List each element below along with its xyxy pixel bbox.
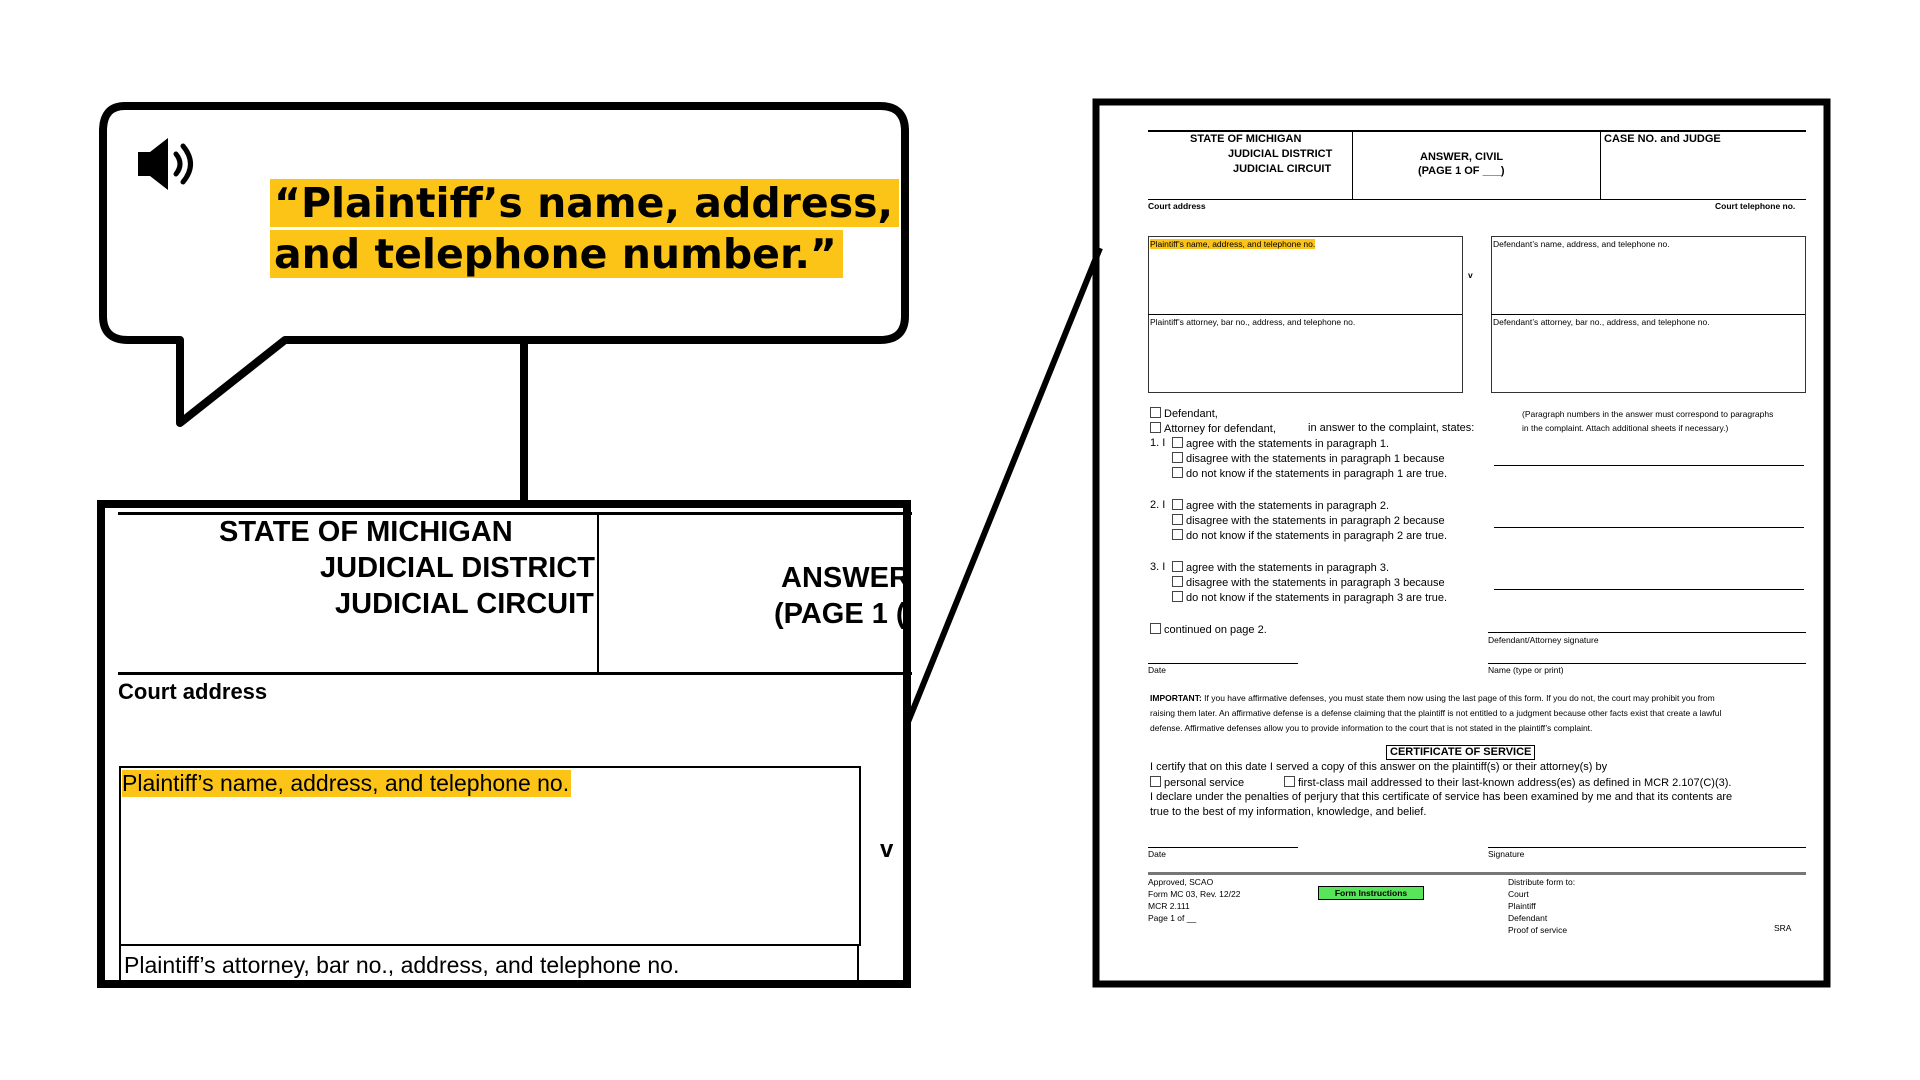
defendant-attorney-label: Defendant’s attorney, bar no., address, and telephone no. — [1493, 317, 1710, 327]
item-1-disagree-checkbox[interactable] — [1172, 452, 1183, 463]
cert-signature-line[interactable] — [1488, 847, 1806, 848]
item-3-disagree — [1172, 576, 1445, 590]
zoom-box-left — [119, 946, 121, 988]
form-v: v — [1468, 270, 1473, 280]
zoom-box-divider — [119, 944, 859, 946]
distribute-plaintiff: Plaintiff — [1508, 901, 1536, 911]
item-2-agree — [1172, 499, 1389, 513]
continued-option — [1150, 623, 1267, 637]
zoom-divider — [597, 512, 599, 674]
item-2-agree-label: agree with the statements in paragraph 2. — [1186, 500, 1390, 512]
in-answer-text: in answer to the complaint, states: — [1308, 422, 1475, 434]
date-line[interactable] — [1148, 663, 1298, 664]
important-line-1 — [1150, 693, 1715, 703]
personal-service-checkbox[interactable] — [1150, 776, 1161, 787]
item-2-reason-line[interactable] — [1494, 527, 1804, 528]
form-divider-1 — [1352, 130, 1353, 200]
sig-label: Defendant/Attorney signature — [1488, 635, 1599, 645]
important-line-2: raising them later. An affirmative defense is a defense claiming that the plaintiff is not entitled to a judgment because other facts exist that create a lawful — [1150, 708, 1722, 718]
form-case-no: CASE NO. and JUDGE — [1604, 133, 1721, 145]
defendant-name-label: Defendant’s name, address, and telephone no. — [1493, 239, 1670, 249]
form-instructions-button[interactable]: Form Instructions — [1318, 886, 1424, 900]
attorney-option-label: Attorney for defendant, — [1164, 423, 1276, 435]
zoom-attorney-label: Plaintiff’s attorney, bar no., address, and telephone no. — [124, 952, 680, 978]
declare-text-2: true to the best of my information, knowledge, and belief. — [1150, 806, 1427, 818]
item-3-unknown — [1172, 591, 1447, 605]
item-2-disagree — [1172, 514, 1445, 528]
personal-service-option — [1150, 776, 1244, 790]
signature-line[interactable] — [1488, 632, 1806, 633]
item-1-agree-checkbox[interactable] — [1172, 437, 1183, 448]
important-line-3: defense. Affirmative defenses allow you to provide information to the court that is not stated in the plaintiff’s complaint. — [1150, 723, 1593, 733]
defendant-checkbox[interactable] — [1150, 407, 1161, 418]
item-1-unknown — [1172, 467, 1447, 481]
item-2-agree-checkbox[interactable] — [1172, 499, 1183, 510]
zoom-state: STATE OF MICHIGAN — [219, 516, 513, 548]
item-2-unknown — [1172, 529, 1447, 543]
personal-service-label: personal service — [1164, 777, 1245, 789]
defendant-box-divider — [1491, 314, 1805, 315]
paragraph-note-1: (Paragraph numbers in the answer must correspond to paragraphs — [1522, 409, 1774, 419]
approved: Approved, SCAO — [1148, 877, 1214, 887]
zoom-district: JUDICIAL DISTRICT — [320, 552, 595, 584]
form-page-label: (PAGE 1 OF ___) — [1418, 165, 1505, 177]
item-3-agree-label: agree with the statements in paragraph 3. — [1186, 562, 1390, 574]
item-1-agree — [1172, 437, 1389, 451]
continued-checkbox[interactable] — [1150, 623, 1161, 634]
first-class-label: first-class mail addressed to their last-known address(es) as defined in MCR 2.107(C)(3). — [1298, 777, 1732, 789]
attorney-option — [1150, 422, 1276, 436]
distribute-court: Court — [1508, 889, 1529, 899]
item-2-number: 2. I — [1150, 499, 1166, 511]
zoom-answer: ANSWER — [781, 562, 910, 594]
item-2-unknown-checkbox[interactable] — [1172, 529, 1183, 540]
item-1-disagree — [1172, 452, 1445, 466]
form-state: STATE OF MICHIGAN — [1190, 133, 1302, 145]
zoom-plaintiff-label: Plaintiff’s name, address, and telephone no. — [122, 770, 570, 796]
form-number: Form MC 03, Rev. 12/22 — [1148, 889, 1241, 899]
quote-line-1: “Plaintiff’s name, address, — [270, 179, 899, 227]
zoom-line-top — [908, 248, 1100, 722]
cert-title: CERTIFICATE OF SERVICE — [1386, 745, 1535, 760]
zoom-circuit: JUDICIAL CIRCUIT — [335, 588, 594, 620]
form-circuit: JUDICIAL CIRCUIT — [1233, 163, 1332, 175]
cert-text-1: I certify that on this date I served a copy of this answer on the plaintiff(s) or their attorney(s) by — [1150, 761, 1608, 773]
item-3-unknown-checkbox[interactable] — [1172, 591, 1183, 602]
defendant-option — [1150, 407, 1218, 421]
form-top-rule — [1148, 130, 1806, 132]
zoom-box-right — [857, 946, 859, 988]
item-1-unknown-checkbox[interactable] — [1172, 467, 1183, 478]
name-line[interactable] — [1488, 663, 1806, 664]
item-1-disagree-label: disagree with the statements in paragraph 1 because — [1186, 453, 1445, 465]
bubble-quote — [270, 178, 899, 280]
form-divider-2 — [1600, 130, 1601, 200]
plaintiff-box-divider — [1148, 314, 1462, 315]
first-class-option — [1284, 776, 1731, 790]
zoom-page: (PAGE 1 ( — [774, 598, 906, 630]
cert-date-line[interactable] — [1148, 847, 1298, 848]
item-3-agree-checkbox[interactable] — [1172, 561, 1183, 572]
continued-label: continued on page 2. — [1164, 624, 1267, 636]
form-court-address: Court address — [1148, 201, 1206, 211]
item-2-disagree-label: disagree with the statements in paragraph 2 because — [1186, 515, 1445, 527]
name-label: Name (type or print) — [1488, 665, 1564, 675]
distribute-defendant: Defendant — [1508, 913, 1548, 923]
item-1-unknown-label: do not know if the statements in paragraph 1 are true. — [1186, 468, 1448, 480]
answer-civil-form — [1102, 102, 1834, 982]
form-court-phone: Court telephone no. — [1715, 201, 1796, 211]
sra-label: SRA — [1774, 923, 1792, 933]
zoomed-form-panel — [98, 502, 912, 988]
item-3-disagree-checkbox[interactable] — [1172, 576, 1183, 587]
cert-signature-label: Signature — [1488, 849, 1525, 859]
footer-rule — [1148, 872, 1806, 875]
item-2-disagree-checkbox[interactable] — [1172, 514, 1183, 525]
item-3-agree — [1172, 561, 1389, 575]
date-label: Date — [1148, 665, 1166, 675]
form-header-rule — [1148, 199, 1806, 200]
quote-line-2: and telephone number.” — [270, 230, 843, 278]
cert-date-label: Date — [1148, 849, 1166, 859]
plaintiff-name-label: Plaintiff’s name, address, and telephone no. — [1150, 239, 1316, 249]
distribute-proof: Proof of service — [1508, 925, 1568, 935]
important-text-1: If you have affirmative defenses, you must state them now using the last page of this form. If you do not, the court may prohibit you from — [1204, 693, 1715, 703]
declare-text-1: I declare under the penalties of perjury that this certificate of service has been examined by me and that its contents are — [1150, 791, 1733, 803]
plaintiff-attorney-label: Plaintiff’s attorney, bar no., address, and telephone no. — [1150, 317, 1356, 327]
zoom-v: v — [880, 836, 894, 863]
zoom-court-address: Court address — [118, 679, 268, 704]
mcr: MCR 2.111 — [1148, 901, 1190, 911]
item-1-number: 1. I — [1150, 437, 1166, 449]
item-3-number: 3. I — [1150, 561, 1166, 573]
item-2-unknown-label: do not know if the statements in paragraph 2 are true. — [1186, 530, 1448, 542]
distribute-label: Distribute form to: — [1508, 877, 1576, 887]
item-3-reason-line[interactable] — [1494, 589, 1804, 590]
attorney-checkbox[interactable] — [1150, 422, 1161, 433]
item-3-disagree-label: disagree with the statements in paragraph 3 because — [1186, 577, 1445, 589]
item-1-agree-label: agree with the statements in paragraph 1. — [1186, 438, 1390, 450]
form-district: JUDICIAL DISTRICT — [1228, 148, 1333, 160]
defendant-option-label: Defendant, — [1164, 408, 1218, 420]
item-1-reason-line[interactable] — [1494, 465, 1804, 466]
important-label: IMPORTANT: — [1150, 693, 1202, 703]
page-of: Page 1 of __ — [1148, 913, 1197, 923]
item-3-unknown-label: do not know if the statements in paragraph 3 are true. — [1186, 592, 1448, 604]
paragraph-note-2: in the complaint. Attach additional sheets if necessary.) — [1522, 423, 1729, 433]
first-class-checkbox[interactable] — [1284, 776, 1295, 787]
form-answer-title: ANSWER, CIVIL — [1420, 151, 1504, 163]
